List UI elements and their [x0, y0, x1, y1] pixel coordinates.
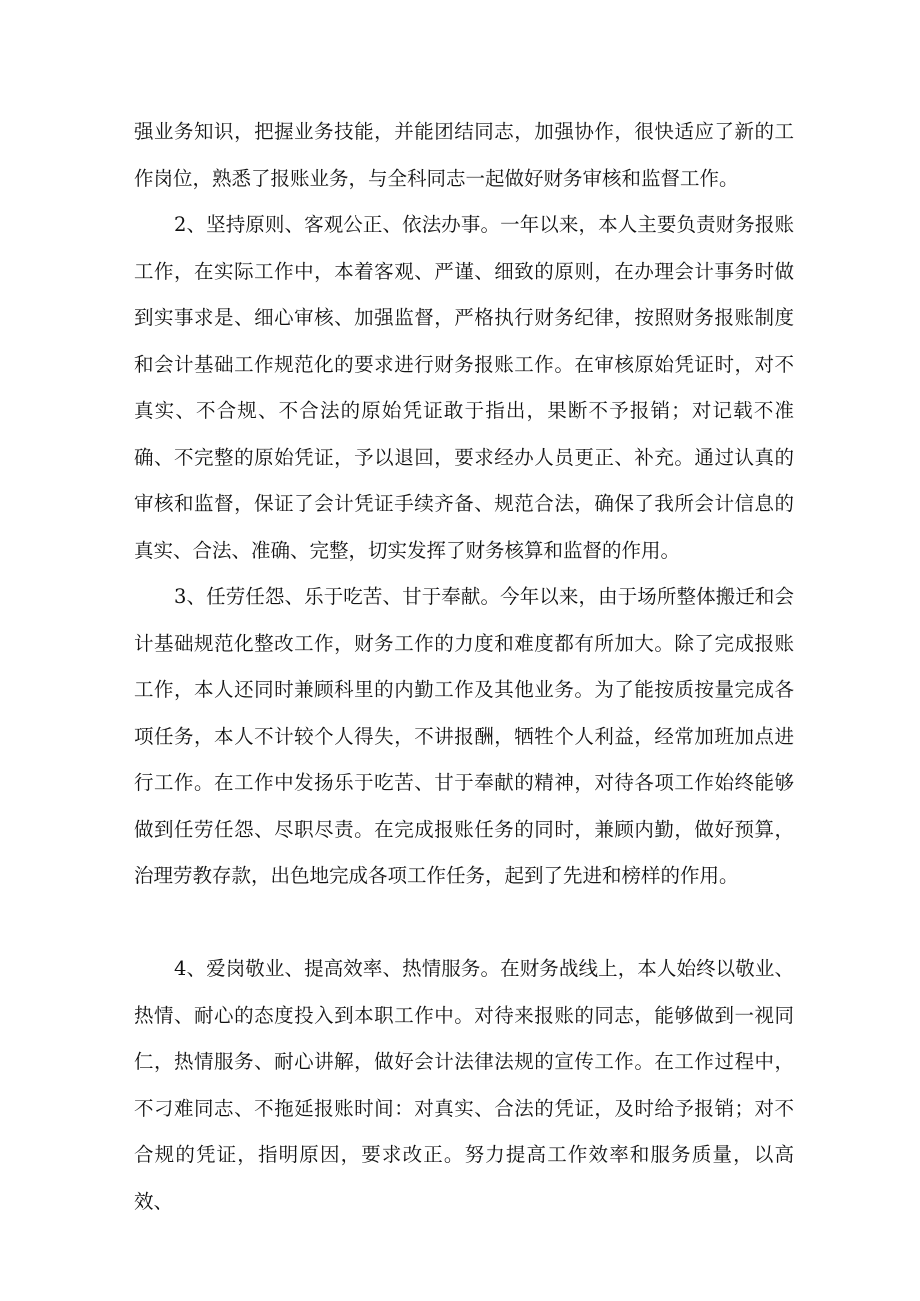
paragraph-continued — [134, 109, 794, 202]
paragraph-item-3 — [134, 574, 794, 900]
paragraph-text: 4、爱岗敬业、提高效率、热情服务。在财务战线上，本人始终以敬业、热情、耐心的态度投入到本职工作中。对待来报账的同志，能够做到一视同仁，热情服务、耐心讲解，做好会计法律法规的宣传工作。在工作过程中，不刁难同志、不拖延报账时间：对真实、合法的凭证，及时给予报销；对不合规的凭证，指明原因，要求改正。努力提高工作效率和服务质量，以高效、 — [134, 957, 794, 1213]
paragraph-item-4 — [134, 946, 794, 1225]
paragraph-text: 强业务知识，把握业务技能，并能团结同志，加强协作，很快适应了新的工作岗位，熟悉了报账业务，与全科同志一起做好财务审核和监督工作。 — [134, 120, 794, 190]
paragraph-text: 3、任劳任怨、乐于吃苦、甘于奉献。今年以来，由于场所整体搬迁和会计基础规范化整改工作，财务工作的力度和难度都有所加大。除了完成报账工作，本人还同时兼顾科里的内勤工作及其他业务。为了能按质按量完成各项任务，本人不计较个人得失，不讲报酬，牺牲个人利益，经常加班加点进行工作。在工作中发扬乐于吃苦、甘于奉献的精神，对待各项工作始终能够做到任劳任怨、尽职尽责。在完成报账任务的同时，兼顾内勤，做好预算，治理劳教存款，出色地完成各项工作任务，起到了先进和榜样的作用。 — [134, 585, 794, 887]
paragraph-text: 2、坚持原则、客观公正、依法办事。一年以来，本人主要负责财务报账工作，在实际工作中，本着客观、严谨、细致的原则，在办理会计事务时做到实事求是、细心审核、加强监督，严格执行财务纪律，按照财务报账制度和会计基础工作规范化的要求进行财务报账工作。在审核原始凭证时，对不真实、不合规、不合法的原始凭证敢于指出，果断不予报销；对记载不准确、不完整的原始凭证，予以退回，要求经办人员更正、补充。通过认真的审核和监督，保证了会计凭证手续齐备、规范合法，确保了我所会计信息的真实、合法、准确、完整，切实发挥了财务核算和监督的作用。 — [134, 213, 794, 562]
paragraph-item-2 — [134, 202, 794, 574]
